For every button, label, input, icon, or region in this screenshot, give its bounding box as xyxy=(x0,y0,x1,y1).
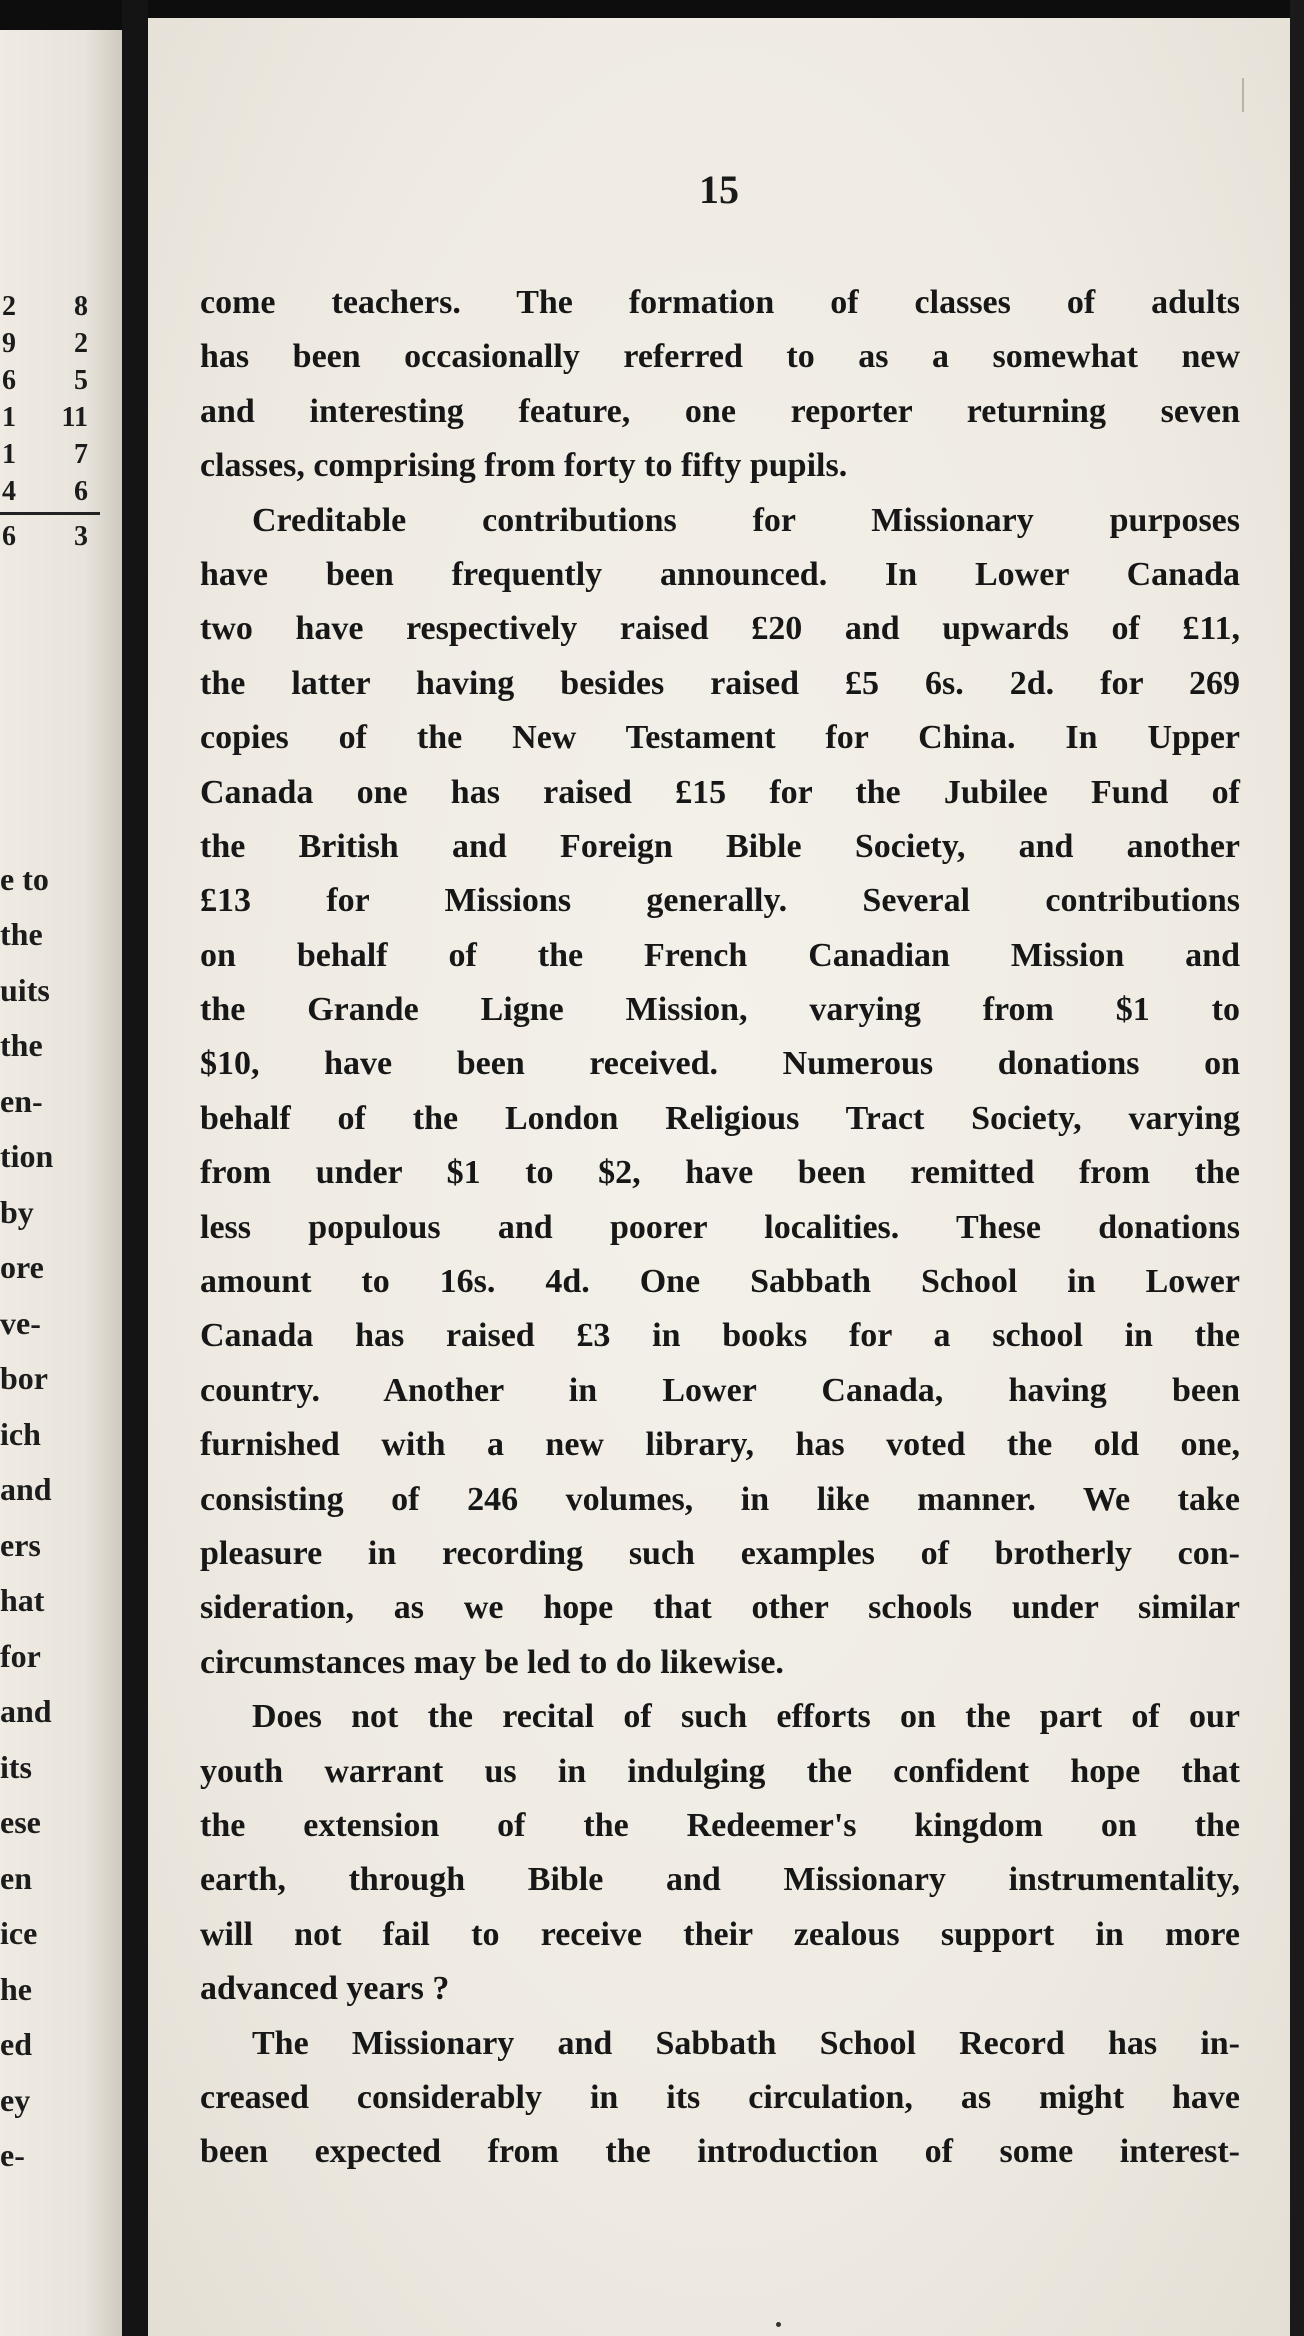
text-fragment: ey xyxy=(0,2082,31,2118)
text-line: the British and Foreign Bible Society, and another xyxy=(200,827,1240,865)
text-line: been expected from the introduction of some interest- xyxy=(200,2133,1240,2171)
figure-row: 1 7 xyxy=(2,439,88,470)
figure-row: 2 8 xyxy=(2,291,88,322)
text-fragment: hat xyxy=(0,1582,45,1618)
text-line: Canada one has raised £15 for the Jubilee Fund of xyxy=(200,773,1240,811)
left-page-fragment xyxy=(0,30,122,2336)
text-line: the latter having besides raised £5 6s. 2d. for 269 xyxy=(200,664,1240,702)
page-15 xyxy=(148,18,1290,2336)
text-fragment: en- xyxy=(0,1083,43,1119)
figure-row: 1 11 xyxy=(2,402,88,433)
text-fragment: he xyxy=(0,1971,32,2007)
text-line: creased considerably in its circulation, as might have xyxy=(200,2078,1240,2116)
text-fragment: ese xyxy=(0,1804,41,1840)
sum-rule xyxy=(0,512,100,515)
text-line: will not fail to receive their zealous support in more xyxy=(200,1915,1240,1953)
text-line: has been occasionally referred to as a somewhat new xyxy=(200,338,1240,376)
text-line: two have respectively raised £20 and upwards of £11, xyxy=(200,610,1240,648)
text-fragment: the xyxy=(0,916,43,952)
text-fragment: and xyxy=(0,1471,52,1507)
text-fragment: ed xyxy=(0,2026,32,2062)
text-fragment: uits xyxy=(0,972,50,1008)
text-line: Canada has raised £3 in books for a school in the xyxy=(200,1317,1240,1355)
text-fragment: for xyxy=(0,1638,41,1674)
text-fragment: ers xyxy=(0,1527,41,1563)
text-line: country. Another in Lower Canada, having been xyxy=(200,1371,1240,1409)
text-line: on behalf of the French Canadian Mission and xyxy=(200,936,1240,974)
text-line: $10, have been received. Numerous donations on xyxy=(200,1045,1240,1083)
text-fragment: ore xyxy=(0,1249,44,1285)
book-gutter xyxy=(122,0,148,2336)
text-fragment: and xyxy=(0,1693,52,1729)
text-fragment: ich xyxy=(0,1416,41,1452)
paragraph-start-line: The Missionary and Sabbath School Record has in- xyxy=(252,2024,1240,2062)
scan-edge xyxy=(1290,0,1304,2336)
page-number: 15 xyxy=(699,167,739,212)
text-fragment: its xyxy=(0,1749,32,1785)
text-fragment: by xyxy=(0,1194,34,1230)
text-line: furnished with a new library, has voted the old one, xyxy=(200,1426,1240,1464)
text-line: the Grande Ligne Mission, varying from $1 to xyxy=(200,991,1240,1029)
text-line: come teachers. The formation of classes of adults xyxy=(200,284,1240,321)
text-fragment: ve- xyxy=(0,1305,41,1341)
text-line: £13 for Missions generally. Several contributions xyxy=(200,882,1240,920)
text-line: and interesting feature, one reporter returning seven xyxy=(200,392,1240,430)
text-fragment: en xyxy=(0,1860,32,1896)
text-line: from under $1 to $2, have been remitted from the xyxy=(200,1154,1240,1192)
figure-row: 4 6 xyxy=(2,476,88,507)
page-text xyxy=(200,276,1240,2180)
text-fragment: ice xyxy=(0,1915,38,1951)
text-fragment: bor xyxy=(0,1360,48,1396)
text-fragment: tion xyxy=(0,1138,54,1174)
paragraph-start-line: Does not the recital of such efforts on the part of our xyxy=(252,1698,1240,1736)
text-line: behalf of the London Religious Tract Society, varying xyxy=(200,1099,1240,1137)
text-line: advanced years ? xyxy=(200,1970,450,2008)
text-line: circumstances may be led to do likewise. xyxy=(200,1643,784,1681)
text-line: pleasure in recording such examples of brotherly con- xyxy=(200,1534,1240,1572)
paper-mark xyxy=(1242,78,1244,112)
text-line: have been frequently announced. In Lower Canada xyxy=(200,555,1240,593)
text-line: youth warrant us in indulging the confident hope that xyxy=(200,1752,1240,1790)
text-fragment: e to xyxy=(0,861,49,897)
text-line: the extension of the Redeemer's kingdom on the xyxy=(200,1806,1240,1844)
paper-speck xyxy=(776,2322,781,2327)
text-fragment: e- xyxy=(0,2137,25,2173)
text-line: earth, through Bible and Missionary instrumentality, xyxy=(200,1861,1240,1899)
paragraph-start-line: Creditable contributions for Missionary purposes xyxy=(252,501,1240,539)
text-fragment: the xyxy=(0,1027,43,1063)
text-line: less populous and poorer localities. These donations xyxy=(200,1208,1240,1246)
figure-row: 6 5 xyxy=(2,365,88,396)
text-line: sideration, as we hope that other schools under similar xyxy=(200,1589,1240,1627)
figure-total-row: 6 3 xyxy=(2,521,88,552)
text-line: amount to 16s. 4d. One Sabbath School in Lower xyxy=(200,1263,1240,1301)
text-line: copies of the New Testament for China. In Upper xyxy=(200,719,1240,757)
text-line: classes, comprising from forty to fifty pupils. xyxy=(200,447,848,485)
figure-row: 9 2 xyxy=(2,328,88,359)
text-line: consisting of 246 volumes, in like manner. We take xyxy=(200,1480,1240,1518)
